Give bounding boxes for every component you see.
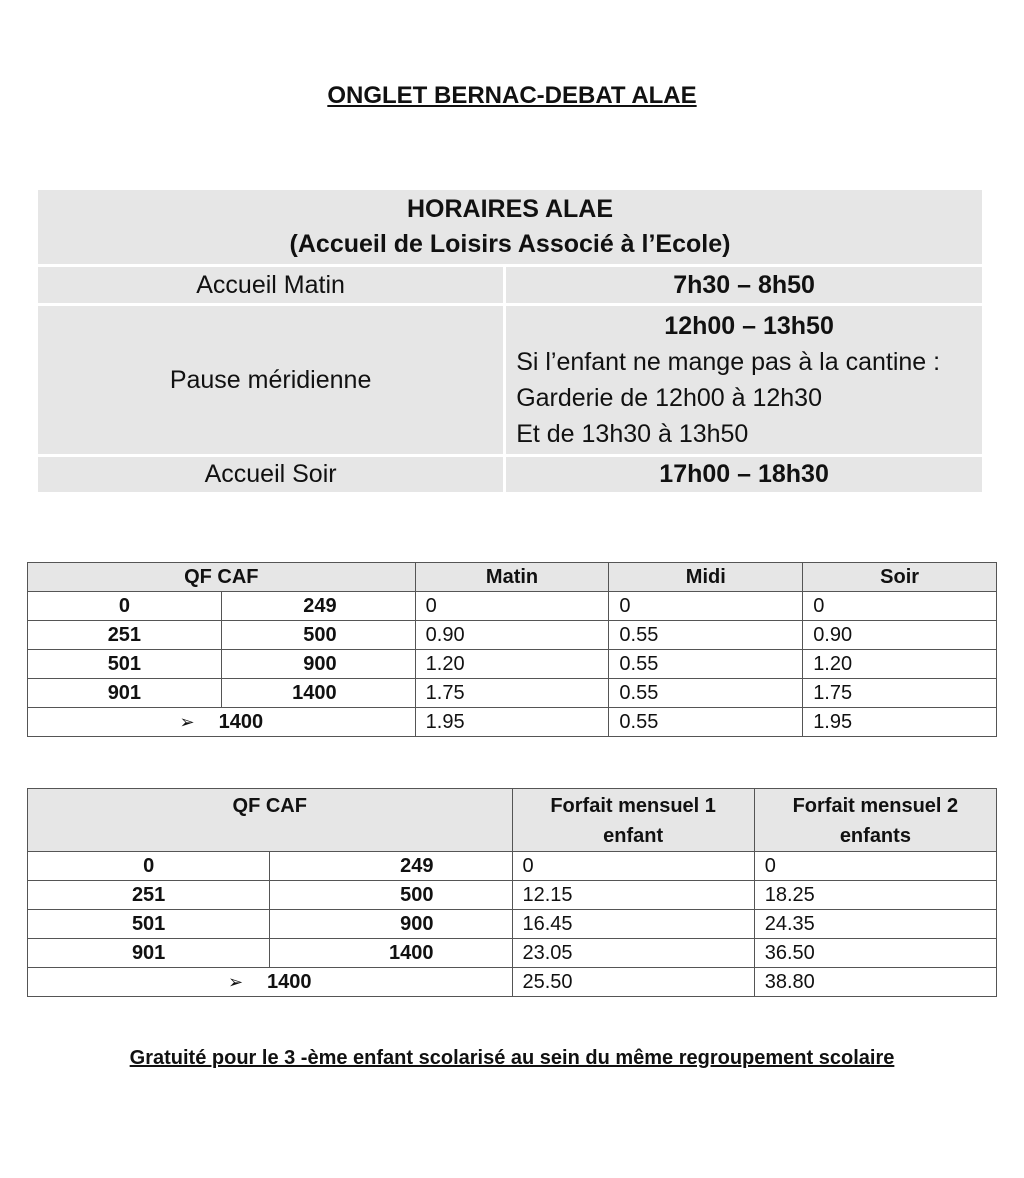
header-forfait-1: Forfait mensuel 1 enfant (512, 789, 754, 852)
qf-max: 249 (270, 852, 512, 881)
table-row (28, 881, 997, 910)
qf-min: 501 (28, 910, 270, 939)
hours-table (38, 187, 982, 495)
table-row (28, 621, 997, 650)
hours-row-matin (38, 267, 982, 303)
price-two-children: 24.35 (754, 910, 996, 939)
price-one-child: 12.15 (512, 881, 754, 910)
header-matin: Matin (415, 563, 609, 592)
table-row (28, 650, 997, 679)
qf-min: 251 (28, 621, 222, 650)
qf-min: 501 (28, 650, 222, 679)
table-row (28, 708, 997, 737)
monthly-tariff-table (27, 788, 997, 997)
price-two-children: 18.25 (754, 881, 996, 910)
price-midi: 0.55 (609, 650, 803, 679)
hours-value: 7h30 – 8h50 (506, 267, 982, 303)
qf-min: 251 (28, 881, 270, 910)
qf-min: 0 (28, 852, 270, 881)
header-soir: Soir (803, 563, 997, 592)
footer-note: Gratuité pour le 3 -ème enfant scolarisé au sein du même regroupement scolaire (129, 1047, 895, 1069)
price-one-child: 25.50 (512, 968, 754, 997)
price-matin: 0.90 (415, 621, 609, 650)
price-soir: 1.95 (803, 708, 997, 737)
price-matin: 1.20 (415, 650, 609, 679)
header-midi: Midi (609, 563, 803, 592)
price-two-children: 38.80 (754, 968, 996, 997)
table-row (28, 968, 997, 997)
price-soir: 0 (803, 592, 997, 621)
qf-max: 900 (270, 910, 512, 939)
table-row (28, 910, 997, 939)
price-midi: 0 (609, 592, 803, 621)
hours-table-header (38, 190, 982, 264)
qf-above-threshold (28, 708, 416, 737)
qf-threshold: 1400 (267, 970, 312, 993)
hours-detail: Si l’enfant ne mange pas à la cantine : (516, 348, 941, 376)
qf-above-threshold (28, 968, 513, 997)
table-row (28, 852, 997, 881)
hours-value: 12h00 – 13h50 (664, 312, 834, 340)
table-row (28, 939, 997, 968)
qf-threshold: 1400 (218, 710, 264, 733)
qf-min: 0 (28, 592, 222, 621)
hours-label: Accueil Matin (38, 267, 506, 303)
price-two-children: 36.50 (754, 939, 996, 968)
hours-heading (38, 190, 982, 264)
header-forfait-2: Forfait mensuel 2 enfants (754, 789, 996, 852)
price-soir: 1.20 (803, 650, 997, 679)
price-one-child: 23.05 (512, 939, 754, 968)
hours-row-midi (38, 306, 982, 454)
hours-row-soir (38, 457, 982, 492)
hours-heading-line2: (Accueil de Loisirs Associé à l’Ecole) (289, 230, 731, 258)
header-qf-caf: QF CAF (28, 789, 513, 852)
price-soir: 0.90 (803, 621, 997, 650)
header-qf-caf: QF CAF (28, 563, 416, 592)
hours-value-multiline (506, 306, 982, 454)
table-row (28, 679, 997, 708)
qf-min: 901 (28, 679, 222, 708)
qf-min: 901 (28, 939, 270, 968)
price-matin: 0 (415, 592, 609, 621)
table-row (28, 592, 997, 621)
price-two-children: 0 (754, 852, 996, 881)
hours-detail: Et de 13h30 à 13h50 (516, 420, 749, 448)
price-midi: 0.55 (609, 621, 803, 650)
table-header-row (28, 563, 997, 592)
hours-detail: Garderie de 12h00 à 12h30 (516, 384, 822, 412)
price-one-child: 16.45 (512, 910, 754, 939)
hours-label: Pause méridienne (38, 306, 506, 454)
page-title: ONGLET BERNAC-DEBAT ALAE (327, 82, 697, 109)
hours-value: 17h00 – 18h30 (506, 457, 982, 492)
qf-max: 500 (270, 881, 512, 910)
qf-max: 1400 (221, 679, 415, 708)
arrow-right-icon: ➢ (179, 711, 195, 732)
price-midi: 0.55 (609, 708, 803, 737)
qf-max: 249 (221, 592, 415, 621)
price-matin: 1.95 (415, 708, 609, 737)
table-header-row (28, 789, 997, 852)
price-midi: 0.55 (609, 679, 803, 708)
qf-max: 500 (221, 621, 415, 650)
qf-max: 900 (221, 650, 415, 679)
arrow-right-icon: ➢ (227, 971, 244, 992)
hours-heading-line1: HORAIRES ALAE (406, 195, 614, 223)
price-soir: 1.75 (803, 679, 997, 708)
price-matin: 1.75 (415, 679, 609, 708)
daily-tariff-table (27, 562, 997, 737)
hours-label: Accueil Soir (38, 457, 506, 492)
price-one-child: 0 (512, 852, 754, 881)
qf-max: 1400 (270, 939, 512, 968)
